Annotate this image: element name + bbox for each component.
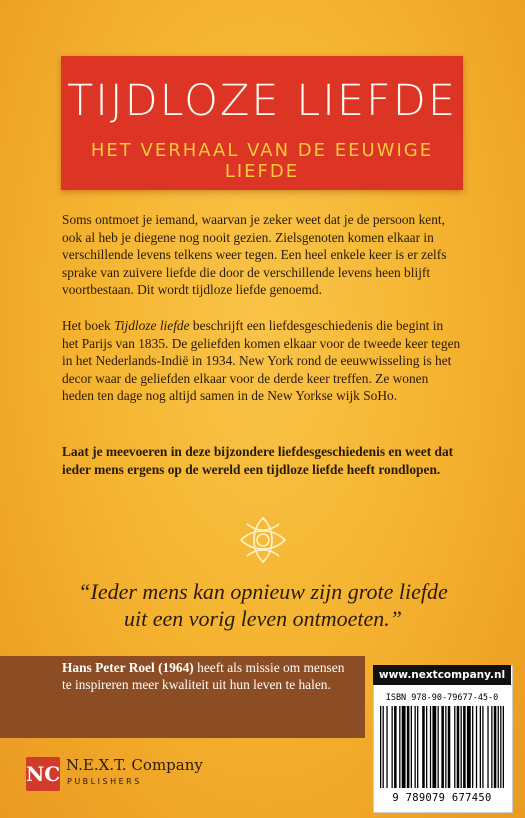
barcode-icon — [380, 706, 504, 788]
p2-after: beschrijft een liefdesgeschiedenis die begint in het Parijs van 1835. De geliefden komen elkaar voor de tweede keer tegen in het Nederlands-Indië in 1934. New York rond de eeuwwisseling is het decor waar de geliefden elkaar voor de derde keer treffen. Ze wonen heden ten dage nog altijd samen in de New Yorkse wijk SoHo. — [62, 318, 461, 403]
author-description: heeft als missie om mensen te inspireren meer kwaliteit uit hun leven te halen. — [62, 660, 345, 692]
publisher-name: N.E.X.T. Company — [66, 756, 203, 774]
author-bio — [62, 660, 352, 693]
publisher-website: www.nextcompany.nl — [373, 665, 511, 685]
author-name: Hans Peter Roel (1964) — [62, 660, 194, 675]
pull-quote: “Ieder mens kan opnieuw zijn grote liefde uit een vorig leven ontmoeten.” — [78, 579, 448, 631]
p2-book-title: Tijdloze liefde — [114, 318, 190, 333]
isbn-label: ISBN 978-90-79677-45-0 — [385, 693, 499, 703]
blurb-paragraph-1: Soms ontmoet je iemand, waarvan je zeker weet dat je de persoon kent, ook al heb je diegene nog nooit gezien. Zielsgenoten komen elkaar in verschillende levens telkens weer tegen. Een heel enkele keer is er zelfs sprake van zuivere liefde die door de verschillende levens heen blijft voortbestaan. Dit wordt tijdloze liefde genoemd. — [62, 212, 447, 297]
publisher-tag: PUBLISHERS — [67, 777, 142, 786]
publisher-logo — [26, 754, 226, 794]
book-subtitle: HET VERHAAL VAN DE EEUWIGE LIEFDE — [90, 140, 434, 182]
barcode-number: 9 789079 677450 — [392, 792, 492, 804]
ornament-icon — [233, 510, 293, 570]
p2-before: Het boek — [62, 318, 115, 333]
publisher-logo-mark: NC — [26, 757, 60, 791]
blurb-paragraph-3: Laat je meevoeren in deze bijzondere liefdesgeschiedenis en weet dat ieder mens ergens op de wereld een tijdloze liefde heeft rondlopen. — [62, 444, 454, 477]
book-title: TIJDLOZE LIEFDE — [66, 76, 458, 126]
title-box — [61, 56, 463, 190]
blurb-paragraph-2 — [62, 317, 462, 405]
